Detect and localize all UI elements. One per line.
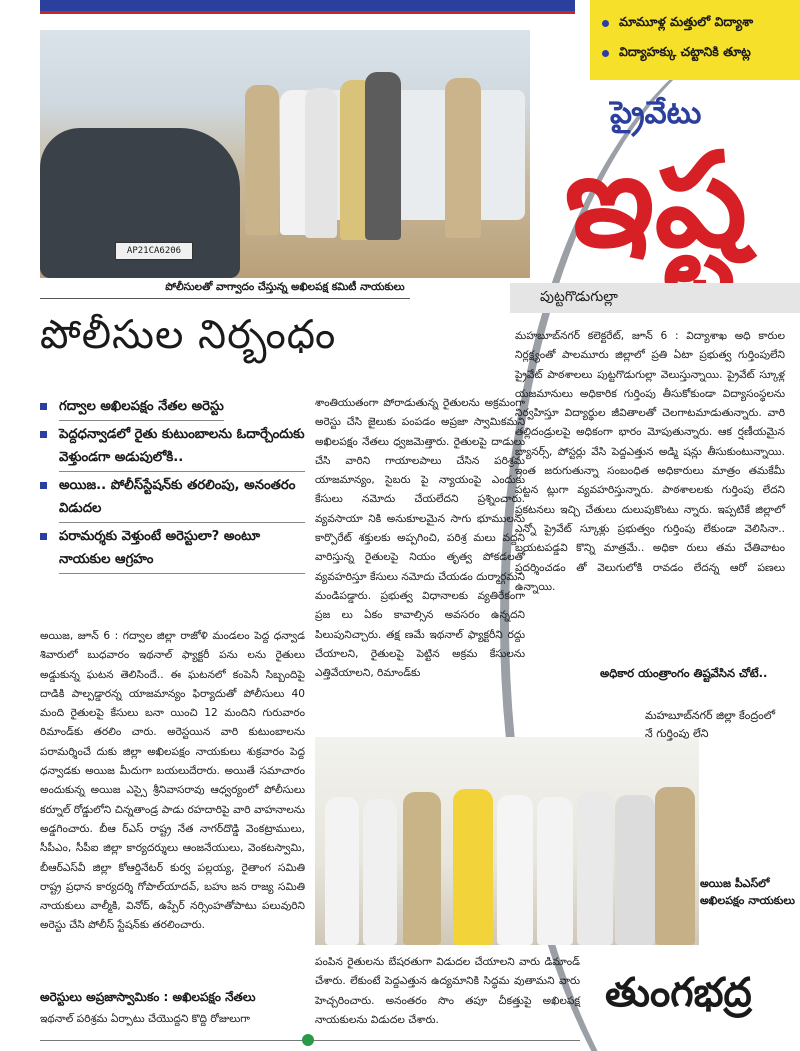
person — [497, 795, 533, 945]
banner-title-small: ప్రైవేటు — [610, 95, 702, 131]
leaf-icon — [302, 1034, 314, 1046]
highlights-list — [40, 395, 305, 576]
list-item: పరామర్శకు వెళ్తుంటే అరెస్టులా? అంటూ నాయకుల ఆగ్రహం — [40, 525, 305, 574]
top-masthead-bar — [40, 0, 575, 14]
person — [365, 72, 401, 240]
article-column-right: మహబూబ్‌నగర్ కలెక్టరేట్, జూన్ 6 : విద్యాశాఖ అధి కారుల నిర్లక్ష్యంతో పాలమూరు జిల్లాలో ప్రతి ఏటా ప్రభుత్వ గుర్తింపులేని ప్రైవేట్ పాఠశాలలు పుట్టగొడుగుల్లా వెలుస్తున్నాయి. ప్రైవేట్ స్కూళ్ల యజమానులు అధికారిక గుర్తింపు తీసుకోకుండా విద్యాసంస్థలను నిర్వహిస్తూ విద్యార్థుల జీవితాలతో చెలగాటమాడుతున్నారు. వారి తల్లిదండ్రులపై అధికంగా భారం మోపుతున్నారు. ఆక ర్షణీయమైన బ్యానర్స్, పోస్టర్లు వేసి పెద్దఎత్తున అడ్మి షన్లు తీసుకుంటున్నాయి. ఇంత జరుగుతున్నా సంబంధిత అధికారులు మాత్రం తమకేమీ పట్టన ట్లుగా వ్యవహరిస్తున్నారు. పాఠశాలలకు గుర్తింపు లేదని ప్రకటనలు ఇచ్చి చేతులు దులుపుకొంటు న్నారు. ఇప్పటికే జిల్లాలో ఎన్నో ప్రైవేట్ స్కూళ్లు ప్రభుత్వం గుర్తింపు లేకుండా వెలిసినా.. బయటపడ్డవి కొన్ని మాత్రమే.. అధికా రులు తమ చేతివాటం ప్రదర్శించడం తో వెలుగులోకి రావడం లేదన్న ఆరో పణలు ఉన్నాయి. — [515, 330, 785, 593]
photo-caption: అయిజ పీఎస్‌లో అఖిలపక్షం నాయకులు — [700, 877, 795, 907]
person — [615, 795, 655, 945]
article-conclusion: పంపిన రైతులను బేషరతుగా విడుదల చేయాలని వారు డిమాండ్ చేశారు. లేకుంటే పెద్దఎత్తున ఉద్యమానికి సిద్ధమ వుతామని వారు హెచ్చరించారు. అనంతరం సొం తపూ చీకత్తుపై అఖిలపక్ష నాయకులను విడుదల చేశారు. — [315, 956, 580, 1026]
article-column-left: అయిజ, జూన్ 6 : గద్వాల జిల్లా రాజోళి మండలం పెద్ద ధన్వాడ శివారులో బుధవారం ఇథనాల్ ఫ్యాక్టరీ పను లను రైతులు అడ్డుకున్న ఘటన తెలిసిందే.. ఈ ఘటనలో కంపెనీ సిబ్బందిపై దాడికి పాల్పడ్డారన్న యాజమాన్యం ఫిర్యాదుతో పోలీసులు 40 మంది రైతులపై కేసులు బనా యించి 12 మందిని గురువారం రిమాండ్‌కు తరలిం చారు. అరెస్టయిన వారి కుటుంబాలను పరామర్శించే దుకు జిల్లా అఖిలపక్షం నాయకులు శుక్రవారం పెద్ద ధన్వాడకు అయిజ మీదుగా బయలుదేరారు. అయితే సమాచారం అందుకున్న అయిజ ఎస్సై శ్రీనివాసరావు ఆధ్వర్యంలో పోలీసులు కర్నూల్ రోడ్డులోని చిన్నతాండ్ర పాడు రహదారిపై వారి వాహనాలను అడ్డగించారు. బీఆ ర్ఎస్ రాష్ట్ర నేత నాగర్‌దొడ్డి వెంకట్రాములు, సీపీఎం, సీపీఐ జిల్లా కార్యదర్శులు ఆంజనేయులు, వెంకటస్వామి, బీఆర్ఎస్‌వీ జిల్లా కోఆర్డినేటర్ కుర్వ పల్లయ్య, రైతాంగ సమితి రాష్ట్ర ప్రధాన కార్యదర్శి గోపాల్‌యాదవ్, బహు జన రాజ్య సమితి నాయకులు వాల్మీకి, వినోద్, ఉప్పేర్ నర్సింహతోపాటు పలువురిని అరెస్టు చేసి పోలీస్ స్టేషన్‌కు తరలించారు. — [40, 630, 305, 932]
promo-item[interactable]: విద్యాహక్కు చట్టానికి తూట్ల — [602, 38, 794, 68]
subbox-heading: అధికార యంత్రాంగం తిష్టవేసిన చోటే.. — [600, 666, 768, 680]
promo-box — [590, 0, 800, 80]
section-tag: పుట్టగొడుగుల్లా — [510, 283, 800, 313]
list-item: పెద్దధన్వాడలో రైతు కుటుంబాలను ఓదార్చేందుకు వెళ్తుండగా అడుపులోకి.. — [40, 423, 305, 472]
list-item: అయిజ.. పోలీస్‌స్టేషన్‌కు తరలింపు, అనంతరం విడుదల — [40, 474, 305, 523]
divider — [40, 298, 410, 299]
person — [305, 88, 337, 238]
person — [245, 85, 279, 235]
bullet-icon — [602, 20, 609, 27]
person — [537, 797, 573, 945]
subheading: అరెస్టులు అప్రజాస్వామికం : అఖిలపక్షం నేతలు — [40, 990, 256, 1004]
person — [577, 792, 613, 945]
bullet-icon — [40, 431, 47, 438]
person — [363, 799, 397, 945]
person — [655, 787, 695, 945]
promo-item[interactable]: మామూళ్ల మత్తులో విద్యాశా — [602, 8, 794, 38]
person — [325, 797, 359, 945]
bullet-icon — [40, 533, 47, 540]
next-headline: తుంగభద్ర — [605, 970, 752, 1016]
article-column-middle: శాంతియుతంగా పోరాడుతున్న రైతులను అక్రమంగా అరెస్టు చేసి జైలుకు పంపడం అప్రజా స్వామికమని అఖిలపక్షం నేతలు ధ్వజమెత్తారు. రైతులపై దాడులు చేసి వారిని గాయాలపాలు చేసిన పరిశ్రమ యాజమాన్యం, సైబరు పై న్యాయంపై ఎందుకు కేసులు నమోదు చేయలేదని ప్రశ్నించారు. వ్యవసాయా నికి అనుకూలమైన సాగు భూములను కార్పొరేట్ శక్తులకు అప్పగించి, పరిశ్ర మలు వద్దని వారిస్తున్న రైతులపై నియం తృత్వ పోకడలతో వ్యవహరిస్తూ కేసులు నమోదు చేయడం దుర్మార్గమని మండిపడ్డారు. ప్రభుత్వ విధానాలకు వ్యతిరేకంగా ప్రజ లు ఏకం కావాల్సిన అవసరం ఉన్నదని పిలుపునిచ్చారు. తక్ష ణమే ఇథనాల్ ఫ్యాక్టరీని రద్దు చేయాలని, రైతులపై పెట్టిన అక్రమ కేసులను ఎత్తివేయాలని, రిమాండ్‌కు — [315, 397, 525, 680]
bullet-icon — [602, 50, 609, 57]
license-plate: AP21CA6206 — [115, 242, 193, 260]
news-photo-group — [315, 737, 699, 945]
person — [453, 789, 493, 945]
photo-caption: పోలీసులతో వాగ్వాదం చేస్తున్న అఖిలపక్ష కమిటీ నాయకులు — [165, 281, 405, 293]
bullet-icon — [40, 403, 47, 410]
list-item: గద్వాల అఖిలపక్షం నేతల అరెస్టు — [40, 395, 305, 421]
headline: పోలీసుల నిర్బంధం — [40, 312, 337, 358]
banner-title-large: ఇష్ట — [565, 124, 748, 276]
person — [403, 792, 441, 945]
bullet-icon — [40, 482, 47, 489]
person — [445, 78, 481, 238]
subbox-text: మహబూబ్‌నగర్ జిల్లా కేంద్రంలో నే గుర్తింపు లేని — [645, 709, 776, 740]
news-photo-top — [40, 30, 530, 278]
article-continuation: ఇథనాల్ పరిశ్రమ ఏర్పాటు చేయొద్దని కొద్ది రోజులుగా — [40, 1013, 251, 1025]
